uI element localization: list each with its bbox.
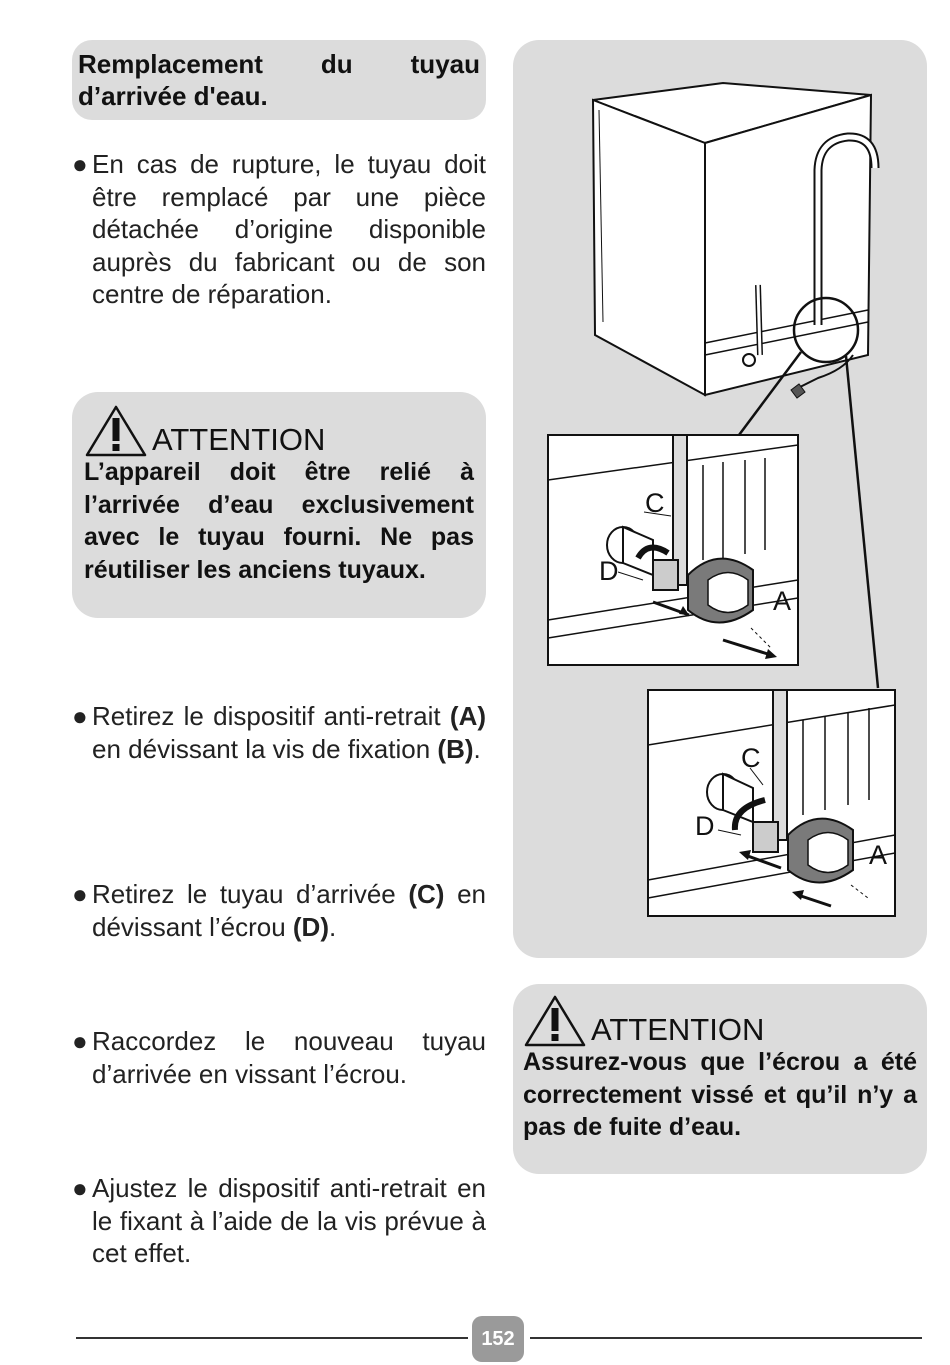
intro-text: En cas de rupture, le tuyau doit être remplacé par une pièce détachée d’origine disponible auprès du fabricant ou de son centre de réparation.	[92, 149, 486, 309]
label-d-1: D	[599, 556, 619, 586]
step-remove-hose: ● Retirez le tuyau d’arrivée (C) en dévissant l’écrou (D).	[72, 879, 486, 942]
footer-rule-left	[76, 1337, 468, 1339]
warning-triangle-icon	[523, 994, 587, 1048]
bullet-icon: ●	[72, 879, 88, 909]
label-a-2: A	[869, 840, 888, 870]
label-c-2: C	[741, 743, 761, 773]
attention-heading-text-1: ATTENTION	[152, 422, 326, 457]
footer-rule-right	[530, 1337, 922, 1339]
attention-heading-text-2: ATTENTION	[591, 1012, 765, 1047]
detail-view-2	[648, 690, 895, 916]
section-title: Remplacement du tuyau d’arrivée d'eau.	[78, 49, 480, 111]
step-remove-anti-retrait: ● Retirez le dispositif anti-retrait (A) en dévissant la vis de fixation (B).	[72, 701, 486, 764]
detail-view-1	[548, 435, 798, 665]
attention-box-1	[72, 392, 486, 618]
hose-replacement-figure	[513, 40, 927, 958]
figure-panel	[513, 40, 927, 958]
label-a-1: A	[773, 586, 792, 616]
dishwasher-illustration	[593, 83, 871, 395]
attention-heading-1	[84, 404, 474, 458]
bullet-icon: ●	[72, 149, 88, 179]
bullet-icon: ●	[72, 701, 88, 731]
bullet-icon: ●	[72, 1026, 88, 1056]
attention-heading-2	[523, 994, 915, 1048]
label-d-2: D	[695, 811, 715, 841]
warning-triangle-icon	[84, 404, 148, 458]
step-connect-hose: ● Raccordez le nouveau tuyau d’arrivée en vissant l’écrou.	[72, 1026, 486, 1089]
attention-body-1: L’appareil doit être relié à l’arrivée d’eau exclusivement avec le tuyau fourni. Ne pas réutiliser les anciens tuyaux.	[84, 458, 474, 584]
section-title-box	[72, 40, 486, 120]
intro-paragraph	[72, 148, 486, 311]
page-number: 152	[472, 1316, 524, 1362]
bullet-icon: ●	[72, 1173, 88, 1203]
attention-body-2: Assurez-vous que l’écrou a été correctement vissé et qu’il n’y a pas de fuite d’eau.	[523, 1048, 917, 1141]
label-c-1: C	[645, 488, 665, 518]
step-adjust-anti-retrait: ● Ajustez le dispositif anti-retrait en le fixant à l’aide de la vis prévue à cet effet.	[72, 1173, 486, 1268]
attention-box-2	[513, 984, 927, 1174]
